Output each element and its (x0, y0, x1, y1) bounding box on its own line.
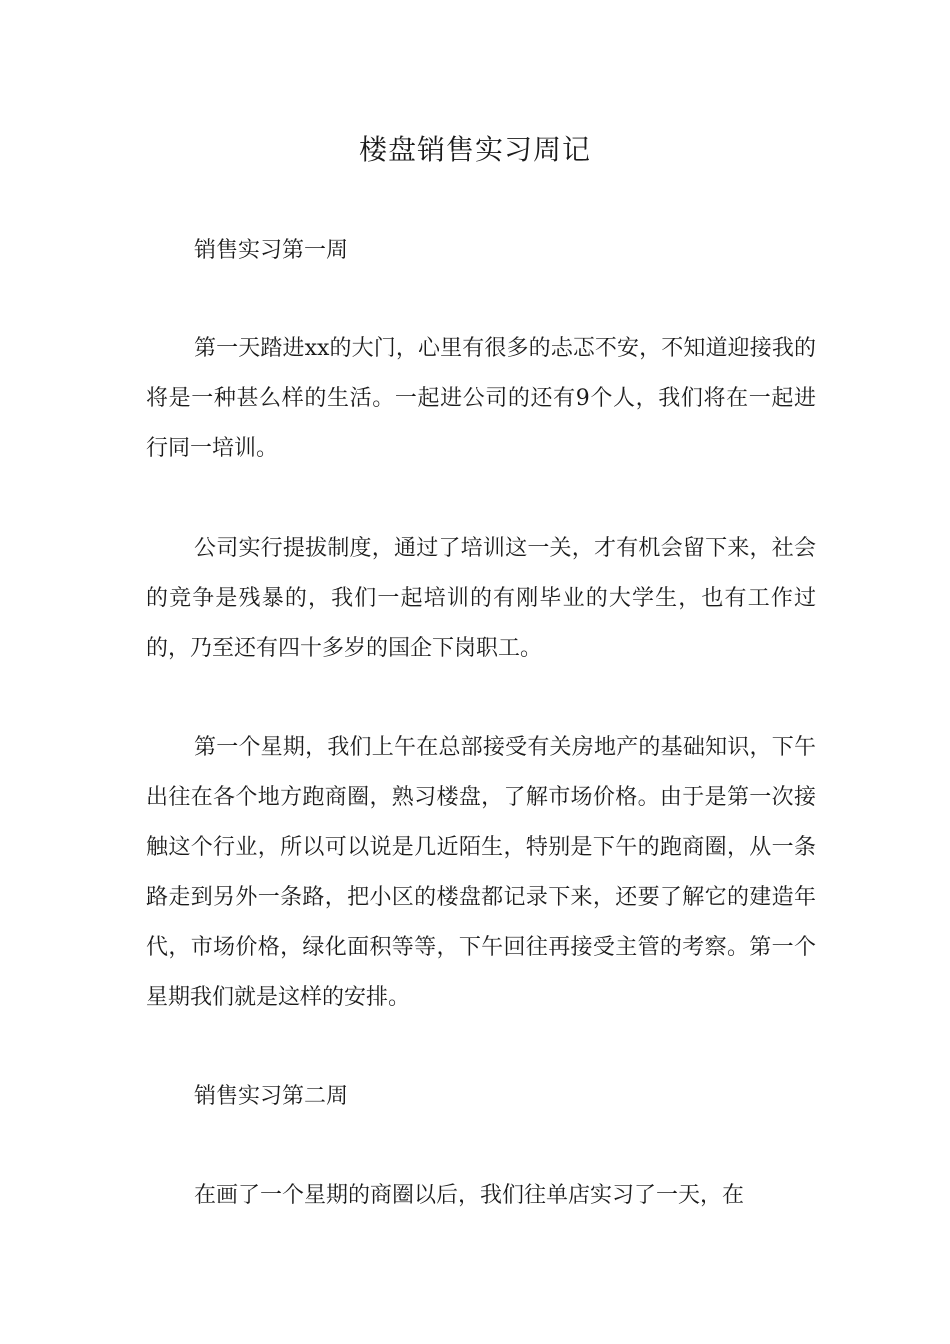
paragraph-first-week: 第一个星期，我们上午在总部接受有关房地产的基础知识，下午出往在各个地方跑商圈，熟习楼盘，了解市场价格。由于是第一次接触这个行业，所以可以说是几近陌生，特别是下午的跑商圈，从一条路走到另外一条路，把小区的楼盘都记录下来，还要了解它的建造年代，市场价格，绿化面积等等，下午回往再接受主管的考察。第一个星期我们就是这样的安排。 (146, 735, 816, 1010)
paragraph-promotion-system: 公司实行提拔制度，通过了培训这一关，才有机会留下来，社会的竞争是残暴的，我们一起培训的有刚毕业的大学生，也有工作过的，乃至还有四十多岁的国企下岗职工。 (146, 536, 816, 661)
paragraph-first-day: 第一天踏进xx的大门，心里有很多的忐忑不安，不知道迎接我的将是一种甚么样的生活。一起进公司的还有9个人，我们将在一起进行同一培训。 (146, 336, 816, 461)
section-heading-week-2: 销售实习第二周 (194, 1084, 349, 1109)
section-heading-week-1: 销售实习第一周 (194, 238, 349, 263)
paragraph-second-week: 在画了一个星期的商圈以后，我们往单店实习了一天，在 (194, 1183, 745, 1208)
document-title: 楼盘销售实习周记 (358, 133, 591, 166)
